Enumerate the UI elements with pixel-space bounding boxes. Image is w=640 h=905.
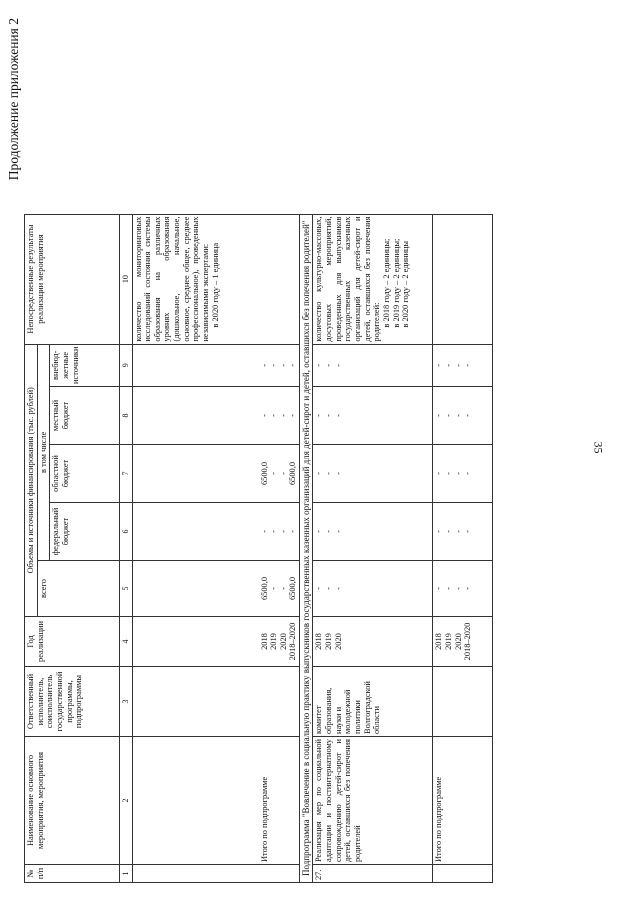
value-cell: 6500,0: [259, 461, 269, 486]
value-cell: -: [324, 472, 334, 475]
value-cell: -: [434, 530, 444, 533]
row-offbudget: [313, 344, 433, 386]
value-cell: -: [444, 587, 454, 590]
row-executor: [132, 667, 300, 737]
year-cell: 2018: [314, 633, 324, 650]
page-number: 35: [591, 441, 606, 454]
col-number: 8: [120, 387, 132, 445]
row-federal: [132, 503, 300, 561]
value-cell: 6500,0: [288, 461, 298, 486]
header-offbudget: внебюд-жетные источники: [50, 344, 120, 386]
row-local: [433, 387, 493, 445]
row-local: [132, 387, 300, 445]
row-federal: [313, 503, 433, 561]
row-results: [433, 214, 493, 344]
year-cell: 2018–2020: [288, 622, 298, 661]
header-federal: федеральный бюджет: [50, 503, 120, 561]
header-total: всего: [37, 561, 120, 617]
value-cell: -: [453, 414, 463, 417]
value-cell: -: [314, 363, 324, 367]
col-number: 9: [120, 344, 132, 386]
row-no: 27.: [313, 865, 433, 883]
value-cell: -: [333, 587, 343, 590]
value-cell: -: [269, 530, 279, 533]
row-federal: [433, 503, 493, 561]
results-detail: в 2020 году – 1 единица: [210, 242, 220, 328]
table-row-total-1: [132, 214, 300, 882]
value-cell: -: [269, 472, 279, 475]
row-regional: [433, 445, 493, 503]
row-years: [313, 617, 433, 667]
col-number: 2: [120, 737, 132, 865]
value-cell: -: [434, 363, 444, 367]
row-name: Реализация мер по социальной адаптации и постинтернатному сопровождению детей-сирот и детей, оставшихся без попечения родителей: [313, 737, 433, 865]
row-offbudget: [433, 344, 493, 386]
value-cell: -: [269, 414, 279, 417]
value-cell: -: [314, 472, 324, 475]
col-number: 10: [120, 214, 132, 344]
financing-table: [24, 214, 493, 883]
row-name: Итого по подпрограмме: [433, 737, 493, 865]
row-years: [132, 617, 300, 667]
value-cell: 6500,0: [288, 576, 298, 601]
col-number: 4: [120, 617, 132, 667]
year-cell: 2018–2020: [463, 622, 473, 661]
value-cell: -: [453, 530, 463, 533]
header-no: № п/п: [25, 865, 120, 883]
year-cell: 2018: [434, 633, 444, 650]
value-cell: -: [444, 414, 454, 417]
value-cell: -: [278, 472, 288, 475]
value-cell: -: [288, 530, 298, 533]
row-executor: [433, 667, 493, 737]
row-regional: [132, 445, 300, 503]
value-cell: -: [463, 363, 473, 367]
year-cell: 2019: [324, 633, 334, 650]
row-regional: [313, 445, 433, 503]
col-number: 5: [120, 561, 132, 617]
col-number: 3: [120, 667, 132, 737]
results-detail: в 2020 году – 2 единицы: [401, 240, 411, 328]
year-cell: 2020: [333, 633, 343, 650]
year-cell: 2018: [259, 633, 269, 650]
value-cell: -: [463, 414, 473, 417]
row-no: [433, 865, 493, 883]
subprogram-heading-row: [300, 214, 313, 882]
header-incl: в том числе: [37, 344, 50, 560]
value-cell: -: [463, 587, 473, 590]
subprogram-title: Подпрограмма "Вовлечение в социальную практику выпускников государственных казенных организаций для детей-сирот и детей, оставшихся без попечения родителей": [300, 214, 313, 882]
col-number: 6: [120, 503, 132, 561]
value-cell: -: [278, 363, 288, 367]
row-local: [313, 387, 433, 445]
column-number-row: [120, 214, 132, 882]
value-cell: -: [333, 472, 343, 475]
value-cell: -: [333, 530, 343, 533]
value-cell: -: [314, 587, 324, 590]
value-cell: -: [314, 530, 324, 533]
row-executor: комитет образования, науки и молодежной политики Волгоградской области: [313, 667, 433, 737]
value-cell: -: [259, 414, 269, 417]
col-number: 1: [120, 865, 132, 883]
year-cell: 2020: [278, 633, 288, 650]
year-cell: 2020: [453, 633, 463, 650]
value-cell: -: [463, 472, 473, 475]
header-year: Год реализации: [25, 617, 120, 667]
table-row-27: [313, 214, 433, 882]
header-results: Непосредственные результаты реализации мероприятия: [25, 214, 120, 344]
col-number: 7: [120, 445, 132, 503]
row-results: [132, 214, 300, 344]
value-cell: -: [278, 414, 288, 417]
value-cell: -: [324, 587, 334, 590]
year-cell: 2019: [269, 633, 279, 650]
table-row-total-2: [433, 214, 493, 882]
value-cell: -: [278, 587, 288, 590]
row-total: [313, 561, 433, 617]
value-cell: -: [324, 414, 334, 417]
header-regional: областной бюджет: [50, 445, 120, 503]
value-cell: -: [453, 363, 463, 367]
value-cell: 6500,0: [259, 576, 269, 601]
row-no: [132, 865, 300, 883]
value-cell: -: [434, 587, 444, 590]
value-cell: -: [434, 472, 444, 475]
header-executor: Ответственный исполнитель, соисполнитель государственной программы, подпрограммы: [25, 667, 120, 737]
value-cell: -: [259, 530, 269, 533]
row-total: [433, 561, 493, 617]
appendix-caption: Продолжение приложения 2: [6, 18, 21, 181]
row-offbudget: [132, 344, 300, 386]
row-total: [132, 561, 300, 617]
row-results: [313, 214, 433, 344]
value-cell: -: [444, 530, 454, 533]
header-row-1: [25, 214, 38, 882]
results-text: количество культурно-массовых, досуговых мероприятий, проведенных для выпускников государственных казенных организаций для детей-сирот и детей, оставшихся без попечения родителей:: [314, 216, 382, 342]
header-local: местный бюджет: [50, 387, 120, 445]
results-detail: в 2018 году – 2 единицы;: [382, 238, 392, 328]
value-cell: -: [288, 414, 298, 417]
value-cell: -: [324, 363, 334, 367]
row-years: [433, 617, 493, 667]
value-cell: -: [288, 363, 298, 367]
value-cell: -: [444, 472, 454, 475]
value-cell: -: [314, 414, 324, 417]
results-text: количество мониторинговых исследований состояния системы образования на различных уровнях образования (дошкольное, начальное, основное, среднее общее, среднее профессиональное), проведенных независимыми экспертами:: [133, 216, 211, 342]
header-financing: Объемы и источники финансирования (тыс. рублей): [25, 344, 38, 616]
value-cell: -: [444, 363, 454, 367]
header-name: Наименование основного мероприятия, мероприятия: [25, 737, 120, 865]
value-cell: -: [259, 363, 269, 367]
year-cell: 2019: [444, 633, 454, 650]
results-detail: в 2019 году – 2 единицы;: [391, 238, 401, 328]
value-cell: -: [463, 530, 473, 533]
row-name: [132, 737, 300, 865]
value-cell: -: [333, 363, 343, 367]
value-cell: -: [278, 530, 288, 533]
value-cell: -: [453, 472, 463, 475]
value-cell: -: [269, 363, 279, 367]
value-cell: -: [333, 414, 343, 417]
value-cell: -: [453, 587, 463, 590]
value-cell: -: [269, 587, 279, 590]
value-cell: -: [434, 414, 444, 417]
value-cell: -: [324, 530, 334, 533]
subtotal-label: Итого по подпрограмме: [259, 776, 269, 862]
